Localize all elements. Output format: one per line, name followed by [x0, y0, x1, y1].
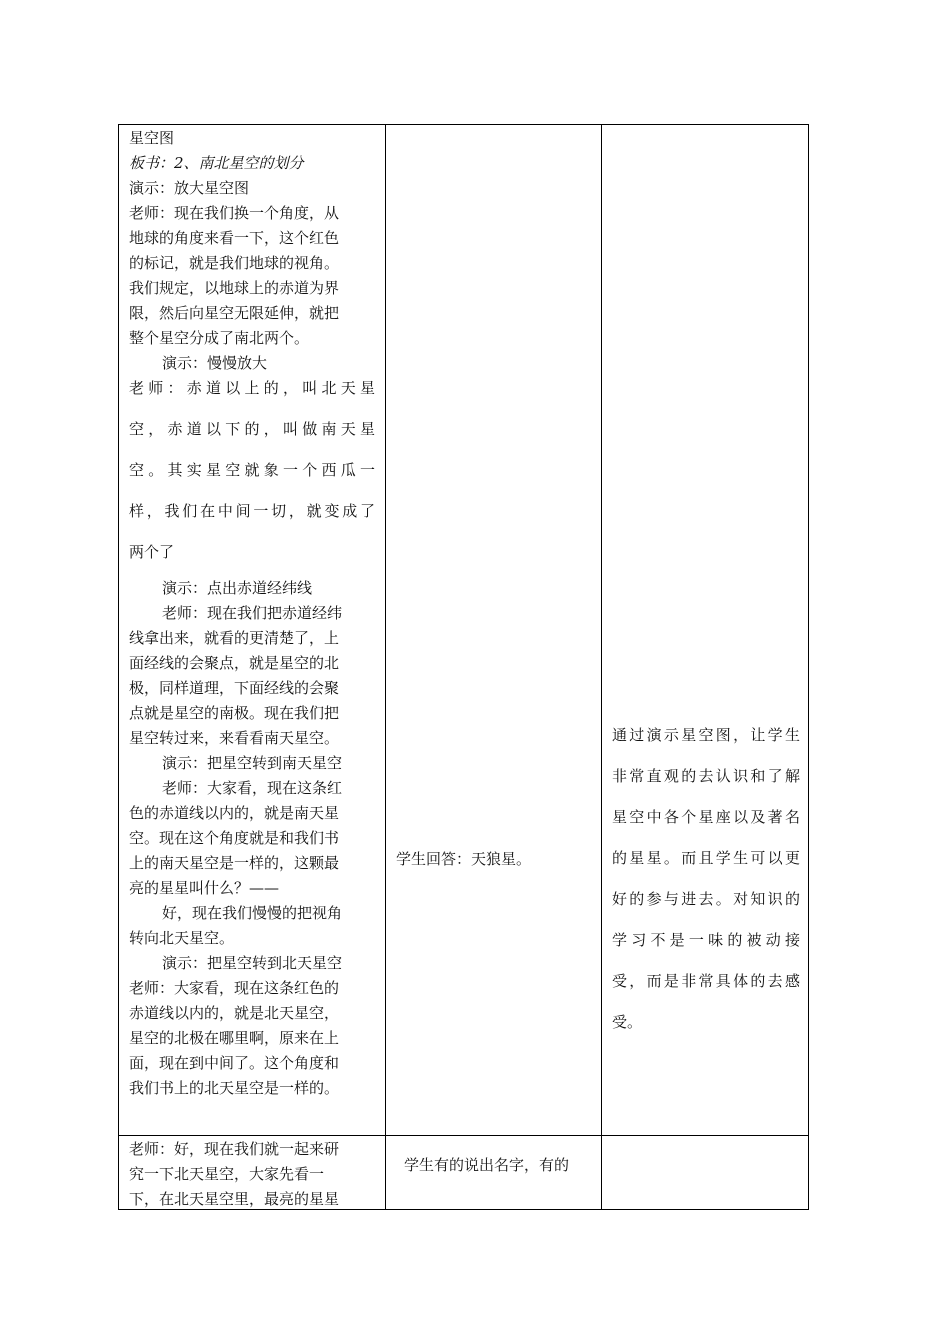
text-line: 演示：点出赤道经纬线 [162, 579, 313, 597]
student-answer: 学生回答：天狼星。 [396, 850, 532, 868]
text-line: 演示：放大星空图 [129, 179, 250, 197]
text-line: 星空中各个星座以及著名 [612, 808, 800, 826]
text-line: 演示：慢慢放大 [162, 354, 268, 372]
text-line: 转向北天星空。 [129, 929, 235, 947]
text-line: 线拿出来，就看的更清楚了，上 [129, 629, 340, 647]
text-line: 赤道线以内的，就是北天星空， [129, 1004, 340, 1022]
text-line: 我们书上的北天星空是一样的。 [129, 1079, 340, 1097]
text-line: 老师：大家看，现在这条红色的 [129, 979, 340, 997]
text-line: 演示：把星空转到南天星空 [162, 754, 343, 772]
text-line: 极，同样道理，下面经线的会聚 [129, 679, 340, 697]
text-line: 老师：赤道以上的，叫北天星 [129, 379, 375, 397]
text-line: 学习不是一味的被动接 [612, 931, 800, 949]
text-line: 星空转过来，来看看南天星空。 [129, 729, 340, 747]
text-line: 面，现在到中间了。这个角度和 [129, 1054, 340, 1072]
text-line: 色的赤道线以内的，就是南天星 [129, 804, 340, 822]
design-intent-cell [602, 125, 809, 1136]
text-line: 通过演示星空图，让学生 [612, 726, 800, 744]
text-line: 非常直观的去认识和了解 [612, 767, 800, 785]
lesson-plan-table [118, 124, 809, 1210]
text-line: 点就是星空的南极。现在我们把 [129, 704, 340, 722]
text-line: 空。其实星空就象一个西瓜一 [129, 461, 375, 479]
student-answer: 学生有的说出名字，有的 [404, 1156, 570, 1174]
text-line: 好，现在我们慢慢的把视角 [162, 904, 343, 922]
text-line: 样，我们在中间一切，就变成了 [129, 502, 375, 520]
student-activity-cell [386, 1136, 602, 1210]
teacher-activity-cell [119, 125, 386, 1136]
text-line: 老师：现在我们把赤道经纬 [162, 604, 343, 622]
text-line: 老师：现在我们换一个角度，从 [129, 204, 340, 222]
text-line: 星空图 [129, 129, 175, 147]
text-line: 受，而是非常具体的去感 [612, 972, 800, 990]
text-line: 空。现在这个角度就是和我们书 [129, 829, 340, 847]
text-line: 的标记，就是我们地球的视角。 [129, 254, 340, 272]
table-row [119, 125, 809, 1136]
text-line: 下，在北天星空里，最亮的星星 [129, 1190, 340, 1208]
text-line: 受。 [612, 1013, 643, 1031]
text-line: 限，然后向星空无限延伸，就把 [129, 304, 340, 322]
text-line: 好的参与进去。对知识的 [612, 890, 800, 908]
design-intent-cell [602, 1136, 809, 1210]
text-line: 亮的星星叫什么？—— [129, 879, 280, 897]
text-line: 上的南天星空是一样的，这颗最 [129, 854, 340, 872]
text-line: 演示：把星空转到北天星空 [162, 954, 343, 972]
text-line: 地球的角度来看一下，这个红色 [129, 229, 340, 247]
text-line: 星空的北极在哪里啊，原来在上 [129, 1029, 340, 1047]
text-line: 整个星空分成了南北两个。 [129, 329, 310, 347]
text-line: 两个了 [129, 543, 175, 561]
text-line: 空，赤道以下的，叫做南天星 [129, 420, 375, 438]
text-line: 的星星。而且学生可以更 [612, 849, 800, 867]
text-line: 面经线的会聚点，就是星空的北 [129, 654, 340, 672]
student-activity-cell [386, 125, 602, 1136]
text-line: 老师：好，现在我们就一起来研 [129, 1140, 340, 1158]
blackboard-heading: 板书：2、南北星空的划分 [129, 154, 304, 172]
text-line: 老师：大家看，现在这条红 [162, 779, 343, 797]
text-line: 究一下北天星空，大家先看一 [129, 1165, 325, 1183]
table-row [119, 1136, 809, 1210]
text-line: 我们规定，以地球上的赤道为界 [129, 279, 340, 297]
teacher-activity-cell [119, 1136, 386, 1210]
